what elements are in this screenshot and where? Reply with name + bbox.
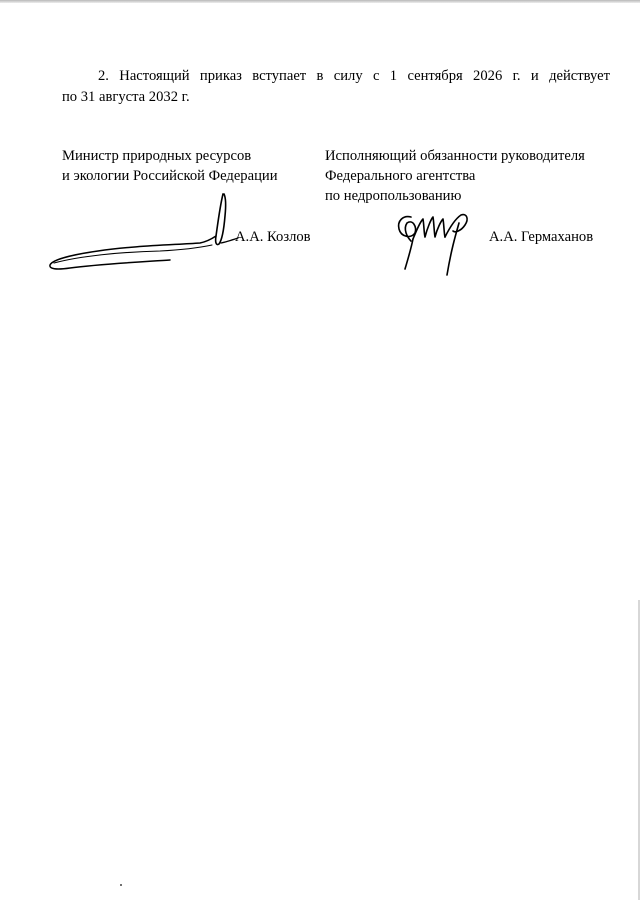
signatory-left-name: А.А. Козлов: [235, 229, 311, 245]
signatory-right-name: А.А. Гермаханов: [489, 229, 594, 245]
scan-speck: [120, 884, 122, 886]
signatory-left-title-line: Министр природных ресурсов: [62, 148, 252, 164]
clause-paragraph-end: по 31 августа 2032 г.: [62, 89, 190, 105]
signatory-right-title-line: Исполняющий обязанности руководителя: [325, 148, 585, 164]
signatory-right-title-line: по недропользованию: [325, 188, 462, 204]
signatory-right-title-line: Федерального агентства: [325, 168, 476, 184]
signatory-left-title-line: и экологии Российской Федерации: [62, 168, 278, 184]
signatory-left-title: [62, 146, 278, 186]
signature-left-image: [40, 188, 240, 278]
clause-paragraph: 2. Настоящий приказ вступает в силу с 1 сентября 2026 г. и действует: [98, 68, 610, 84]
signatory-right-title: [325, 146, 585, 206]
signature-right-image: [393, 203, 473, 278]
scan-top-edge: [0, 0, 640, 3]
